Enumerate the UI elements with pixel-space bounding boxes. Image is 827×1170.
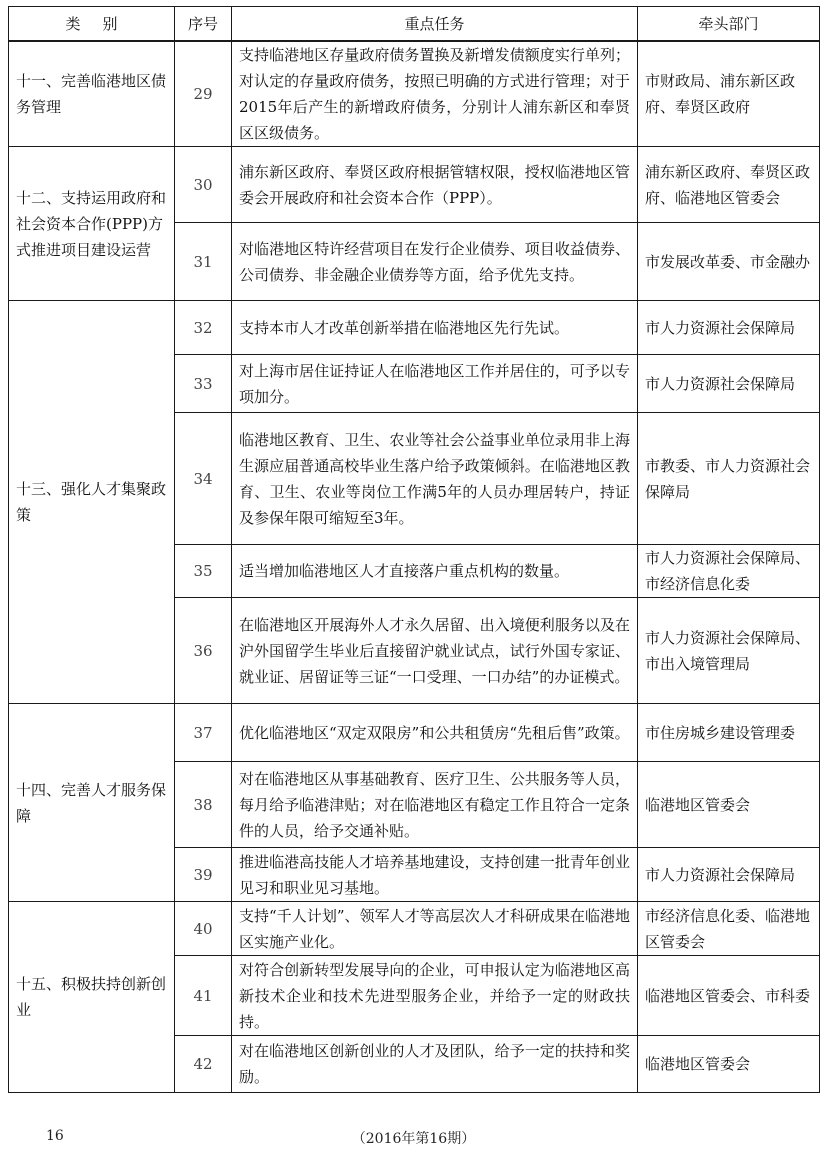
header-number: 序号 <box>175 7 232 42</box>
task-cell: 对在临港地区创新创业的人才及团队，给予一定的扶持和奖励。 <box>232 1036 638 1093</box>
category-cell: 十四、完善人才服务保障 <box>9 704 175 902</box>
department-cell: 市财政局、浦东新区政府、奉贤区政府 <box>638 41 820 147</box>
number-cell: 29 <box>175 41 232 147</box>
task-cell: 支持本市人才改革创新举措在临港地区先行先试。 <box>232 301 638 355</box>
policy-table <box>8 6 820 1093</box>
number-cell: 40 <box>175 902 232 956</box>
number-cell: 33 <box>175 355 232 413</box>
task-cell: 对在临港地区从事基础教育、医疗卫生、公共服务等人员，每月给予临港津贴；对在临港地区有稳定工作且符合一定条件的人员，给予交通补贴。 <box>232 762 638 848</box>
number-cell: 37 <box>175 704 232 762</box>
department-cell: 市教委、市人力资源社会保障局 <box>638 413 820 545</box>
category-cell: 十二、支持运用政府和社会资本合作(PPP)方式推进项目建设运营 <box>9 147 175 301</box>
category-cell: 十五、积极扶持创新创业 <box>9 902 175 1093</box>
department-cell: 市人力资源社会保障局、市出入境管理局 <box>638 598 820 704</box>
issue-label: （2016年第16期） <box>351 1131 476 1147</box>
task-cell: 支持临港地区存量政府债务置换及新增发债额度实行单列；对认定的存量政府债务，按照已明确的方式进行管理；对于2015年后产生的新增政府债务，分别计人浦东新区和奉贤区区级债务。 <box>232 41 638 147</box>
task-cell: 浦东新区政府、奉贤区政府根据管辖权限，授权临港地区管委会开展政府和社会资本合作（PPP）。 <box>232 147 638 223</box>
number-cell: 38 <box>175 762 232 848</box>
department-cell: 市发展改革委、市金融办 <box>638 223 820 301</box>
table-row <box>9 41 820 147</box>
number-cell: 30 <box>175 147 232 223</box>
table-row <box>9 902 820 956</box>
page-number: 16 <box>46 1128 64 1144</box>
header-task: 重点任务 <box>232 7 638 42</box>
department-cell: 市住房城乡建设管理委 <box>638 704 820 762</box>
number-cell: 41 <box>175 956 232 1036</box>
category-cell: 十三、强化人才集聚政策 <box>9 301 175 704</box>
header-category: 类别 <box>9 7 175 42</box>
table-header-row <box>9 7 820 42</box>
table-row <box>9 704 820 762</box>
task-cell: 临港地区教育、卫生、农业等社会公益事业单位录用非上海生源应届普通高校毕业生落户给予政策倾斜。在临港地区教育、卫生、农业等岗位工作满5年的人员办理居转户，持证及参保年限可缩短至3年。 <box>232 413 638 545</box>
header-department: 牵头部门 <box>638 7 820 42</box>
table-row <box>9 147 820 223</box>
table-body <box>9 41 820 1093</box>
department-cell: 市经济信息化委、临港地区管委会 <box>638 902 820 956</box>
task-cell: 对符合创新转型发展导向的企业，可申报认定为临港地区高新技术企业和技术先进型服务企业，并给予一定的财政扶持。 <box>232 956 638 1036</box>
department-cell: 临港地区管委会、市科委 <box>638 956 820 1036</box>
number-cell: 42 <box>175 1036 232 1093</box>
number-cell: 34 <box>175 413 232 545</box>
department-cell: 市人力资源社会保障局 <box>638 355 820 413</box>
department-cell: 市人力资源社会保障局 <box>638 301 820 355</box>
department-cell: 临港地区管委会 <box>638 1036 820 1093</box>
task-cell: 优化临港地区“双定双限房”和公共租赁房“先租后售”政策。 <box>232 704 638 762</box>
task-cell: 推进临港高技能人才培养基地建设，支持创建一批青年创业见习和职业见习基地。 <box>232 848 638 902</box>
department-cell: 市人力资源社会保障局 <box>638 848 820 902</box>
number-cell: 36 <box>175 598 232 704</box>
page-footer <box>0 1128 827 1150</box>
number-cell: 39 <box>175 848 232 902</box>
department-cell: 临港地区管委会 <box>638 762 820 848</box>
task-cell: 对上海市居住证持证人在临港地区工作并居住的，可予以专项加分。 <box>232 355 638 413</box>
number-cell: 32 <box>175 301 232 355</box>
table-row <box>9 301 820 355</box>
number-cell: 35 <box>175 545 232 598</box>
number-cell: 31 <box>175 223 232 301</box>
task-cell: 支持“千人计划”、领军人才等高层次人才科研成果在临港地区实施产业化。 <box>232 902 638 956</box>
department-cell: 浦东新区政府、奉贤区政府、临港地区管委会 <box>638 147 820 223</box>
category-cell: 十一、完善临港地区债务管理 <box>9 41 175 147</box>
task-cell: 在临港地区开展海外人才永久居留、出入境便利服务以及在沪外国留学生毕业后直接留沪就业试点，试行外国专家证、就业证、居留证等三证“一口受理、一口办结”的办证模式。 <box>232 598 638 704</box>
task-cell: 对临港地区特许经营项目在发行企业债券、项目收益债券、公司债券、非金融企业债券等方面，给予优先支持。 <box>232 223 638 301</box>
department-cell: 市人力资源社会保障局、市经济信息化委 <box>638 545 820 598</box>
task-cell: 适当增加临港地区人才直接落户重点机构的数量。 <box>232 545 638 598</box>
